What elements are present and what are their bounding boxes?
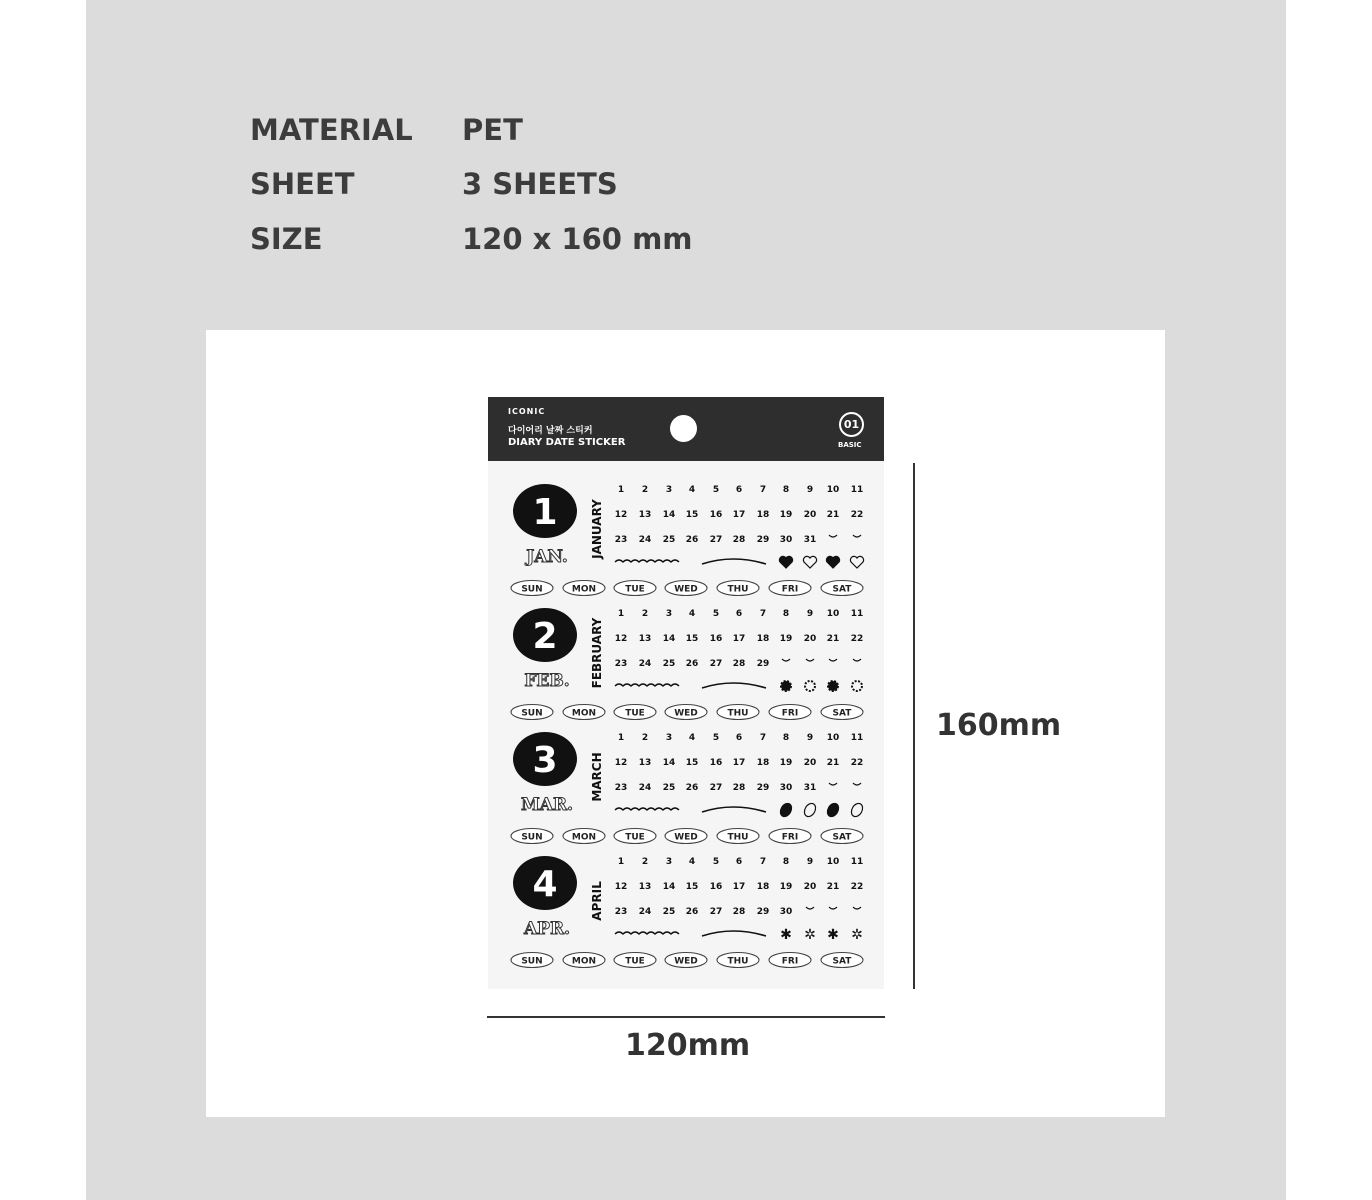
- date-number: 14: [662, 758, 676, 768]
- date-number: 4: [688, 733, 696, 743]
- date-number: 19: [779, 758, 793, 768]
- date-number: 28: [732, 659, 746, 669]
- month-number: 2: [532, 616, 558, 657]
- spec-value-sheet: 3 SHEETS: [462, 167, 618, 201]
- date-number: 15: [685, 510, 699, 520]
- date-number: 3: [665, 485, 673, 495]
- date-number: 29: [756, 535, 770, 545]
- date-number: 24: [638, 659, 652, 669]
- date-number: 9: [806, 485, 814, 495]
- date-number: 14: [662, 510, 676, 520]
- weekday-label: TUE: [625, 584, 645, 595]
- date-number: 2: [641, 485, 649, 495]
- variant-label: BASIC: [838, 441, 862, 449]
- date-number: 20: [803, 758, 817, 768]
- height-dimension-line: [913, 463, 915, 989]
- spec-label-sheet: SHEET: [250, 167, 355, 201]
- date-number: 24: [638, 535, 652, 545]
- date-number: 18: [756, 758, 770, 768]
- weekday-label: MON: [571, 708, 597, 719]
- date-number: 29: [756, 907, 770, 917]
- burst-icon: [852, 681, 862, 691]
- spec-label-material: MATERIAL: [250, 113, 413, 147]
- date-number: 18: [756, 882, 770, 892]
- date-number: 6: [735, 609, 743, 619]
- spec-panel: [86, 0, 1286, 1200]
- date-number: 16: [709, 882, 723, 892]
- date-number: 26: [685, 907, 699, 917]
- date-number: 10: [826, 485, 840, 495]
- wave-doodle: [615, 684, 679, 686]
- weekday-label: WED: [674, 708, 698, 719]
- month-number: 4: [532, 864, 558, 905]
- date-number: 11: [850, 609, 864, 619]
- date-number: 13: [638, 882, 652, 892]
- date-number: 9: [806, 733, 814, 743]
- brand-label: ICONIC: [508, 407, 546, 416]
- date-number: 11: [850, 857, 864, 867]
- date-number: 1: [617, 485, 625, 495]
- face-doodle: [853, 907, 861, 909]
- date-number: 5: [712, 609, 720, 619]
- date-number: 2: [641, 609, 649, 619]
- month-short-name: MAR.: [520, 795, 574, 815]
- date-number: 12: [614, 634, 628, 644]
- date-number: 17: [732, 510, 746, 520]
- date-number: 21: [826, 634, 840, 644]
- face-doodle: [806, 659, 814, 661]
- weekday-label: MON: [571, 956, 597, 967]
- weekday-label: SAT: [832, 584, 852, 595]
- sheet-header: [488, 397, 884, 461]
- date-number: 27: [709, 659, 723, 669]
- oval-icon: [778, 801, 794, 818]
- date-number: 9: [806, 857, 814, 867]
- month-short-name: JAN.: [526, 547, 568, 567]
- oval-icon: [849, 801, 865, 818]
- spec-value-material: PET: [462, 113, 523, 147]
- width-dimension-label: 120mm: [625, 1028, 751, 1063]
- month-full-name: MARCH: [590, 752, 604, 802]
- height-dimension-label: 160mm: [936, 708, 1062, 743]
- date-number: 14: [662, 882, 676, 892]
- date-number: 1: [617, 733, 625, 743]
- date-number: 17: [732, 634, 746, 644]
- date-number: 25: [662, 907, 676, 917]
- date-number: 24: [638, 783, 652, 793]
- date-number: 4: [688, 485, 696, 495]
- weekday-label: SAT: [832, 708, 852, 719]
- date-number: 14: [662, 634, 676, 644]
- weekday-label: FRI: [781, 956, 799, 967]
- weekday-label: FRI: [781, 708, 799, 719]
- date-number: 10: [826, 857, 840, 867]
- date-number: 16: [709, 758, 723, 768]
- weekday-label: SUN: [521, 708, 543, 719]
- date-number: 18: [756, 634, 770, 644]
- date-number: 3: [665, 609, 673, 619]
- date-number: 25: [662, 659, 676, 669]
- width-dimension-line: [487, 1016, 885, 1018]
- asterisk-icon: ✱: [780, 927, 792, 943]
- heart-icon: [826, 556, 839, 568]
- date-number: 7: [759, 485, 767, 495]
- date-number: 27: [709, 535, 723, 545]
- burst-icon: [828, 681, 838, 691]
- oval-icon: [802, 801, 818, 818]
- spec-value-size: 120 x 160 mm: [462, 222, 693, 256]
- date-number: 23: [614, 535, 628, 545]
- face-doodle: [853, 783, 861, 785]
- date-number: 27: [709, 907, 723, 917]
- date-number: 15: [685, 634, 699, 644]
- date-number: 10: [826, 733, 840, 743]
- date-number: 17: [732, 758, 746, 768]
- date-number: 21: [826, 510, 840, 520]
- title-korean: 다이어리 날짜 스티커: [508, 426, 593, 436]
- date-number: 26: [685, 659, 699, 669]
- date-number: 8: [782, 733, 790, 743]
- line-doodle: [702, 931, 766, 936]
- weekday-label: SUN: [521, 584, 543, 595]
- face-doodle: [829, 783, 837, 785]
- hanging-hole: [670, 415, 697, 442]
- date-number: 16: [709, 510, 723, 520]
- weekday-label: TUE: [625, 708, 645, 719]
- weekday-label: TUE: [625, 832, 645, 843]
- face-doodle: [829, 907, 837, 909]
- date-number: 7: [759, 609, 767, 619]
- month-short-name: APR.: [523, 919, 571, 939]
- date-number: 13: [638, 758, 652, 768]
- weekday-label: FRI: [781, 584, 799, 595]
- date-number: 4: [688, 857, 696, 867]
- heart-icon: [803, 556, 816, 568]
- line-doodle: [702, 683, 766, 688]
- date-number: 12: [614, 882, 628, 892]
- weekday-label: TUE: [625, 956, 645, 967]
- face-doodle: [829, 659, 837, 661]
- face-doodle: [853, 535, 861, 537]
- date-number: 12: [614, 758, 628, 768]
- month-full-name: JANUARY: [590, 499, 604, 559]
- date-number: 13: [638, 510, 652, 520]
- date-number: 13: [638, 634, 652, 644]
- weekday-label: THU: [727, 832, 749, 843]
- date-number: 22: [850, 758, 864, 768]
- date-number: 23: [614, 659, 628, 669]
- heart-icon: [779, 556, 792, 568]
- weekday-label: SUN: [521, 956, 543, 967]
- date-number: 22: [850, 634, 864, 644]
- weekday-label: THU: [727, 584, 749, 595]
- weekday-label: SUN: [521, 832, 543, 843]
- asterisk-icon: ✱: [827, 927, 839, 943]
- date-number: 8: [782, 485, 790, 495]
- date-number: 27: [709, 783, 723, 793]
- weekday-label: SAT: [832, 832, 852, 843]
- date-number: 6: [735, 857, 743, 867]
- date-number: 11: [850, 485, 864, 495]
- date-number: 1: [617, 857, 625, 867]
- date-number: 20: [803, 634, 817, 644]
- title-english: DIARY DATE STICKER: [508, 437, 626, 448]
- line-doodle: [702, 807, 766, 812]
- oval-icon: [825, 801, 841, 818]
- weekday-label: FRI: [781, 832, 799, 843]
- face-doodle: [782, 659, 790, 661]
- date-number: 15: [685, 882, 699, 892]
- face-doodle: [829, 535, 837, 537]
- date-number: 4: [688, 609, 696, 619]
- date-number: 8: [782, 857, 790, 867]
- weekday-label: THU: [727, 956, 749, 967]
- month-short-name: FEB.: [524, 671, 570, 691]
- date-number: 3: [665, 733, 673, 743]
- date-number: 7: [759, 733, 767, 743]
- month-number: 3: [532, 740, 558, 781]
- date-number: 21: [826, 882, 840, 892]
- date-number: 31: [803, 783, 817, 793]
- wave-doodle: [615, 808, 679, 810]
- date-number: 26: [685, 783, 699, 793]
- month-full-name: APRIL: [590, 881, 604, 921]
- weekday-label: WED: [674, 584, 698, 595]
- date-number: 29: [756, 783, 770, 793]
- date-number: 2: [641, 733, 649, 743]
- face-doodle: [853, 659, 861, 661]
- date-number: 20: [803, 510, 817, 520]
- date-number: 15: [685, 758, 699, 768]
- month-number: 1: [532, 492, 558, 533]
- date-number: 26: [685, 535, 699, 545]
- spec-label-size: SIZE: [250, 222, 323, 256]
- date-number: 5: [712, 733, 720, 743]
- date-number: 17: [732, 882, 746, 892]
- date-number: 2: [641, 857, 649, 867]
- asterisk-icon: ✲: [804, 927, 816, 943]
- date-number: 1: [617, 609, 625, 619]
- weekday-label: SAT: [832, 956, 852, 967]
- sticker-sheet: [488, 397, 884, 989]
- heart-icon: [850, 556, 863, 568]
- weekday-label: MON: [571, 584, 597, 595]
- date-number: 25: [662, 535, 676, 545]
- date-number: 28: [732, 535, 746, 545]
- date-number: 30: [779, 535, 793, 545]
- date-number: 6: [735, 485, 743, 495]
- wave-doodle: [615, 932, 679, 934]
- date-number: 8: [782, 609, 790, 619]
- wave-doodle: [615, 560, 679, 562]
- date-number: 6: [735, 733, 743, 743]
- date-number: 9: [806, 609, 814, 619]
- burst-icon: [805, 681, 815, 691]
- date-number: 31: [803, 535, 817, 545]
- date-number: 20: [803, 882, 817, 892]
- date-number: 3: [665, 857, 673, 867]
- date-number: 25: [662, 783, 676, 793]
- date-number: 28: [732, 907, 746, 917]
- date-number: 28: [732, 783, 746, 793]
- date-number: 24: [638, 907, 652, 917]
- date-number: 5: [712, 485, 720, 495]
- product-photo: [206, 330, 1165, 1117]
- date-number: 19: [779, 510, 793, 520]
- month-full-name: FEBRUARY: [590, 617, 604, 689]
- line-doodle: [702, 559, 766, 564]
- burst-icon: [781, 681, 791, 691]
- date-number: 21: [826, 758, 840, 768]
- date-number: 5: [712, 857, 720, 867]
- date-number: 19: [779, 634, 793, 644]
- date-number: 29: [756, 659, 770, 669]
- weekday-label: THU: [727, 708, 749, 719]
- date-number: 16: [709, 634, 723, 644]
- date-number: 12: [614, 510, 628, 520]
- month-grid: [488, 461, 884, 989]
- date-number: 30: [779, 783, 793, 793]
- date-number: 18: [756, 510, 770, 520]
- date-number: 10: [826, 609, 840, 619]
- date-number: 30: [779, 907, 793, 917]
- date-number: 19: [779, 882, 793, 892]
- weekday-label: MON: [571, 832, 597, 843]
- weekday-label: WED: [674, 832, 698, 843]
- number-badge: 01: [839, 412, 864, 437]
- date-number: 7: [759, 857, 767, 867]
- date-number: 23: [614, 783, 628, 793]
- weekday-label: WED: [674, 956, 698, 967]
- date-number: 22: [850, 882, 864, 892]
- asterisk-icon: ✲: [851, 927, 863, 943]
- date-number: 22: [850, 510, 864, 520]
- date-number: 11: [850, 733, 864, 743]
- face-doodle: [806, 907, 814, 909]
- date-number: 23: [614, 907, 628, 917]
